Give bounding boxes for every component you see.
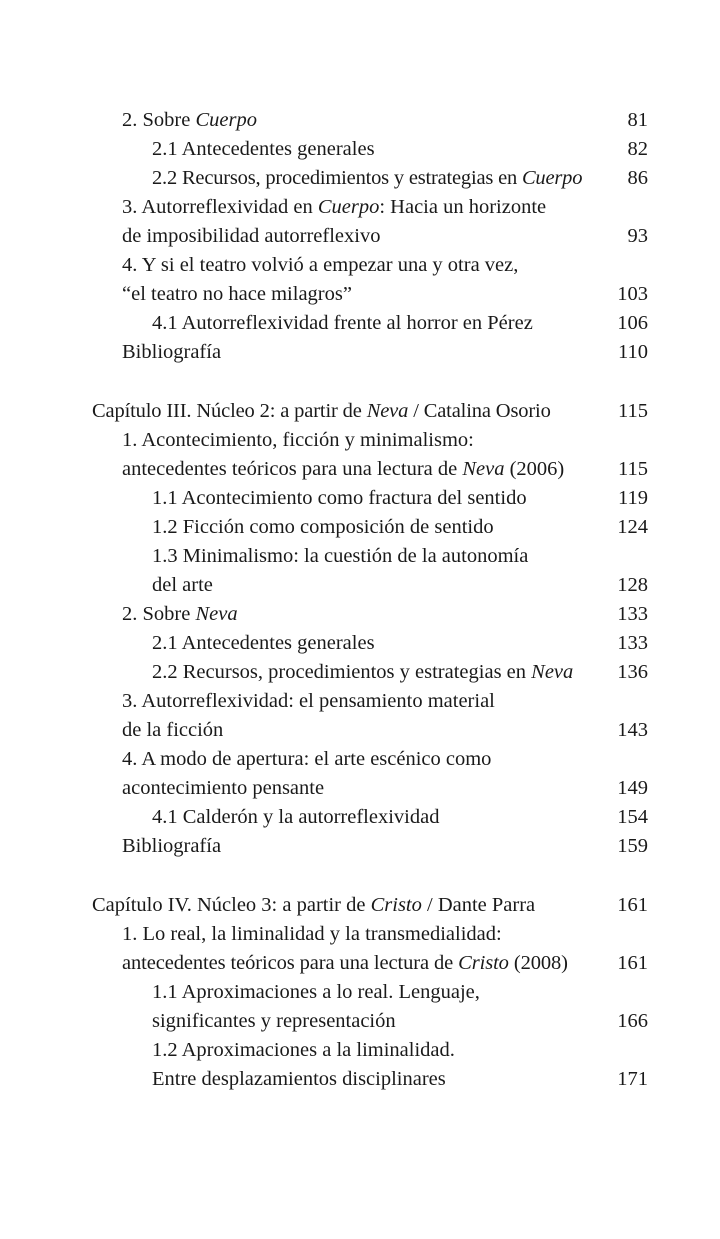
toc-entry-label: 3. Autorreflexividad: el pensamiento material [122, 690, 495, 712]
toc-entry-label: 1.2 Ficción como composición de sentido [152, 516, 494, 538]
toc-label-text: antecedentes teóricos para una lectura de [122, 952, 459, 974]
toc-entry-label: 1.2 Aproximaciones a la liminalidad. [152, 1039, 455, 1061]
toc-entry-autorreflexividad-horror [0, 309, 648, 338]
toc-page-number: 115 [618, 458, 648, 480]
toc-work-title: Cristo [370, 894, 422, 916]
toc-entry-label [122, 106, 257, 135]
toc-entry-label [122, 193, 546, 222]
toc-label-text: Capítulo III. Núcleo 2: a partir de [92, 400, 367, 422]
toc-entry-label-cont: acontecimiento pensante [122, 777, 325, 799]
toc-label-text: 3. Autorreflexividad en [122, 196, 318, 218]
toc-entry-calderon [0, 803, 648, 832]
toc-page-number: 159 [617, 835, 648, 857]
toc-entry-label: 4.1 Autorreflexividad frente al horror en Pérez [152, 312, 533, 334]
toc-entry-lo-real-cont [0, 949, 648, 978]
toc-page-number: 161 [617, 952, 648, 974]
toc-page-number: 103 [617, 283, 648, 305]
toc-entry-teatro-cont [0, 280, 648, 309]
toc-entry-label: Bibliografía [122, 341, 222, 363]
toc-entry-sobre-cuerpo [0, 106, 648, 135]
toc-entry-bibliografia [0, 832, 648, 861]
toc-entry-acontecimiento [0, 426, 648, 455]
toc-chapter-3 [0, 397, 648, 426]
toc-entry-recursos-neva [0, 658, 648, 687]
toc-entry-label-cont: Entre desplazamientos disciplinares [152, 1068, 446, 1090]
toc-entry-label: 2.1 Antecedentes generales [152, 138, 375, 160]
toc-page-number: 115 [618, 400, 648, 422]
toc-entry-aproximaciones-real [0, 981, 648, 1036]
toc-entry-modo-apertura [0, 745, 648, 774]
toc-label-text: 2.2 Recursos, procedimientos y estrategias en [152, 167, 522, 189]
toc-page-number: 171 [617, 1068, 648, 1090]
toc-page-number: 133 [617, 603, 648, 625]
toc-page-number: 166 [617, 1010, 648, 1032]
toc-entry-label-cont [122, 455, 564, 484]
toc-label-text: (2008) [508, 952, 568, 974]
toc-chapter-label [92, 397, 551, 426]
toc-entry-label: 1. Lo real, la liminalidad y la transmedialidad: [122, 923, 502, 945]
toc-page-number: 86 [627, 167, 648, 189]
toc-entry-label: 4. A modo de apertura: el arte escénico como [122, 748, 492, 770]
toc-entry-antecedentes-cuerpo [0, 135, 648, 164]
toc-page-number: 124 [617, 516, 648, 538]
toc-entry-pensamiento-material-cont [0, 716, 648, 745]
toc-work-title: Cristo [458, 952, 509, 974]
toc-entry-label-cont: significantes y representación [152, 1010, 396, 1032]
toc-page-number: 106 [617, 312, 648, 334]
toc-chapter-label [92, 891, 535, 920]
toc-entry-label [152, 164, 582, 193]
toc-entry-minimalismo-cont [0, 571, 648, 600]
toc-entry-label: 1.1 Acontecimiento como fractura del sentido [152, 487, 527, 509]
toc-page-number: 81 [627, 109, 648, 131]
toc-page-number: 110 [618, 341, 648, 363]
toc-page-number: 128 [617, 574, 648, 596]
toc-entry-label: 1.1 Aproximaciones a lo real. Lenguaje, [152, 981, 480, 1003]
toc-label-text: 2. Sobre [122, 109, 196, 131]
toc-label-text: Capítulo IV. Núcleo 3: a partir de [92, 894, 371, 916]
toc-author: / Catalina Osorio [408, 400, 551, 422]
toc-work-title: Neva [195, 603, 238, 625]
toc-page-number: 119 [618, 487, 648, 509]
toc-label-text: antecedentes teóricos para una lectura de [122, 458, 463, 480]
toc-work-title: Neva [462, 458, 505, 480]
toc-entry-label: Bibliografía [122, 835, 222, 857]
toc-entry-label: 4. Y si el teatro volvió a empezar una y otra vez, [122, 254, 519, 276]
toc-page-number: 161 [617, 894, 648, 916]
toc-entry-pensamiento-material [0, 687, 648, 716]
toc-entry-sobre-neva [0, 600, 648, 629]
toc-page-number: 133 [617, 632, 648, 654]
toc-entry-label: 1. Acontecimiento, ficción y minimalismo: [122, 429, 474, 451]
toc-entry-lo-real [0, 920, 648, 949]
toc-entry-antecedentes-neva [0, 629, 648, 658]
toc-entry-label: 1.3 Minimalismo: la cuestión de la autonomía [152, 545, 529, 567]
toc-work-title: Neva [531, 661, 574, 683]
toc-entry-bibliografia [0, 338, 648, 367]
toc-page-number: 93 [627, 225, 648, 247]
toc-page-number: 82 [627, 138, 648, 160]
toc-page-number: 136 [617, 661, 648, 683]
toc-page-number: 149 [617, 777, 648, 799]
toc-entry-recursos-cuerpo [0, 164, 648, 193]
toc-work-title: Cuerpo [521, 167, 583, 189]
toc-entry-acontecimiento-cont [0, 455, 648, 484]
toc-entry-label-cont: “el teatro no hace milagros” [122, 283, 352, 305]
toc-work-title: Cuerpo [317, 196, 380, 218]
toc-work-title: Neva [366, 400, 409, 422]
toc-entry-teatro [0, 251, 648, 280]
toc-entry-label: 4.1 Calderón y la autorreflexividad [152, 806, 440, 828]
toc-entry-label-cont: de imposibilidad autorreflexivo [122, 225, 381, 247]
toc-entry-modo-apertura-cont [0, 774, 648, 803]
toc-page-number: 143 [617, 719, 648, 741]
toc-entry-label-cont: del arte [152, 574, 213, 596]
toc-entry-minimalismo [0, 542, 648, 571]
toc-entry-autorreflexividad-cuerpo [0, 193, 648, 222]
toc-label-text: 2. Sobre [122, 603, 196, 625]
toc-label-text: 2.2 Recursos, procedimientos y estrategias en [152, 661, 532, 683]
toc-entry-fractura [0, 484, 648, 513]
toc-entry-ficcion [0, 513, 648, 542]
toc-page-number: 154 [617, 806, 648, 828]
toc-label-text: : Hacia un horizonte [379, 196, 547, 218]
toc-entry-label-cont [122, 949, 568, 978]
toc-author: / Dante Parra [421, 894, 536, 916]
toc-entry-label-cont: de la ficción [122, 719, 224, 741]
toc-entry-label [122, 600, 238, 629]
toc-entry-aproximaciones-liminalidad [0, 1039, 648, 1094]
toc-entry-autorreflexividad-cuerpo-cont [0, 222, 648, 251]
toc-entry-label: 2.1 Antecedentes generales [152, 632, 375, 654]
toc-label-text: (2006) [504, 458, 565, 480]
toc-work-title: Cuerpo [195, 109, 257, 131]
toc-entry-label [152, 658, 573, 687]
toc-chapter-4 [0, 891, 648, 920]
